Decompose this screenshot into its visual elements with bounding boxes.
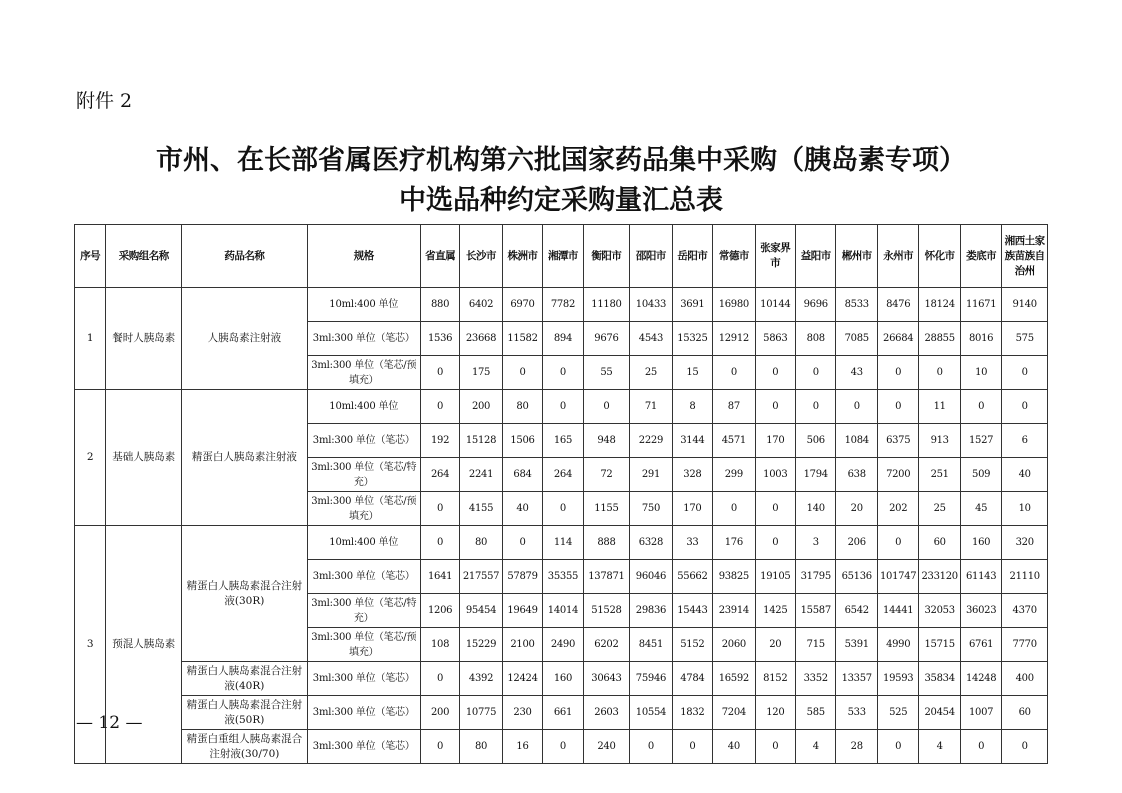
table-body: [75, 288, 1048, 764]
volume-cell: 137871: [583, 560, 630, 594]
volume-cell: 400: [1002, 662, 1048, 696]
volume-cell: 1832: [672, 696, 712, 730]
volume-cell: 55662: [672, 560, 712, 594]
volume-cell: 192: [420, 424, 459, 458]
volume-cell: 200: [420, 696, 459, 730]
volume-cell: 175: [460, 356, 502, 390]
volume-cell: 533: [836, 696, 877, 730]
table-row: [75, 288, 1048, 322]
volume-cell: 93825: [713, 560, 755, 594]
volume-cell: 2100: [502, 628, 542, 662]
volume-cell: 0: [796, 356, 836, 390]
header-region: 郴州市: [836, 225, 877, 288]
volume-cell: 233120: [919, 560, 960, 594]
volume-cell: 2490: [543, 628, 583, 662]
volume-cell: 31795: [796, 560, 836, 594]
volume-cell: 684: [502, 458, 542, 492]
volume-cell: 170: [755, 424, 795, 458]
volume-cell: 15: [672, 356, 712, 390]
volume-cell: 60: [919, 526, 960, 560]
volume-cell: 0: [960, 730, 1001, 764]
volume-cell: 9676: [583, 322, 630, 356]
group-seq: 2: [75, 390, 106, 526]
volume-cell: 251: [919, 458, 960, 492]
header-seq: 序号: [75, 225, 106, 288]
volume-cell: 0: [543, 390, 583, 424]
volume-cell: 1003: [755, 458, 795, 492]
volume-cell: 299: [713, 458, 755, 492]
volume-cell: 0: [543, 730, 583, 764]
header-group: 采购组名称: [106, 225, 182, 288]
volume-cell: 200: [460, 390, 502, 424]
volume-cell: 35355: [543, 560, 583, 594]
group-seq: 1: [75, 288, 106, 390]
volume-cell: 114: [543, 526, 583, 560]
volume-cell: 0: [755, 390, 795, 424]
volume-cell: 0: [877, 730, 918, 764]
volume-cell: 240: [583, 730, 630, 764]
volume-cell: 4990: [877, 628, 918, 662]
volume-cell: 20: [836, 492, 877, 526]
volume-cell: 176: [713, 526, 755, 560]
spec-cell: 3ml:300 单位（笔芯/特充）: [307, 458, 420, 492]
volume-cell: 4392: [460, 662, 502, 696]
volume-cell: 5152: [672, 628, 712, 662]
header-region: 邵阳市: [630, 225, 672, 288]
volume-cell: 21110: [1002, 560, 1048, 594]
volume-cell: 202: [877, 492, 918, 526]
volume-cell: 0: [502, 526, 542, 560]
table-row: [75, 662, 1048, 696]
volume-cell: 40: [713, 730, 755, 764]
volume-cell: 14014: [543, 594, 583, 628]
volume-cell: 888: [583, 526, 630, 560]
volume-cell: 11: [919, 390, 960, 424]
volume-cell: 40: [1002, 458, 1048, 492]
volume-cell: 10775: [460, 696, 502, 730]
group-name: 基础人胰岛素: [106, 390, 182, 526]
volume-cell: 0: [836, 390, 877, 424]
volume-cell: 8: [672, 390, 712, 424]
volume-cell: 217557: [460, 560, 502, 594]
volume-cell: 35834: [919, 662, 960, 696]
volume-cell: 291: [630, 458, 672, 492]
volume-cell: 55: [583, 356, 630, 390]
group-name: 餐时人胰岛素: [106, 288, 182, 390]
volume-cell: 0: [1002, 730, 1048, 764]
spec-cell: 3ml:300 单位（笔芯）: [307, 662, 420, 696]
volume-cell: 1794: [796, 458, 836, 492]
volume-cell: 1155: [583, 492, 630, 526]
spec-cell: 10ml:400 单位: [307, 390, 420, 424]
volume-cell: 0: [713, 492, 755, 526]
header-region: 衡阳市: [583, 225, 630, 288]
volume-cell: 9140: [1002, 288, 1048, 322]
volume-cell: 8533: [836, 288, 877, 322]
volume-cell: 20454: [919, 696, 960, 730]
volume-cell: 160: [960, 526, 1001, 560]
volume-cell: 0: [919, 356, 960, 390]
volume-cell: 11582: [502, 322, 542, 356]
volume-cell: 10144: [755, 288, 795, 322]
volume-cell: 1425: [755, 594, 795, 628]
volume-cell: 0: [420, 390, 459, 424]
volume-cell: 13357: [836, 662, 877, 696]
volume-cell: 6375: [877, 424, 918, 458]
volume-cell: 0: [960, 390, 1001, 424]
volume-cell: 15443: [672, 594, 712, 628]
volume-cell: 32053: [919, 594, 960, 628]
volume-cell: 913: [919, 424, 960, 458]
volume-cell: 638: [836, 458, 877, 492]
volume-cell: 0: [877, 356, 918, 390]
volume-cell: 0: [1002, 356, 1048, 390]
volume-cell: 0: [420, 526, 459, 560]
drug-name: 精蛋白人胰岛素混合注射液(30R): [182, 526, 307, 662]
volume-cell: 0: [877, 526, 918, 560]
volume-cell: 4543: [630, 322, 672, 356]
volume-cell: 60: [1002, 696, 1048, 730]
volume-cell: 80: [460, 526, 502, 560]
volume-cell: 0: [420, 356, 459, 390]
volume-cell: 95454: [460, 594, 502, 628]
spec-cell: 3ml:300 单位（笔芯）: [307, 696, 420, 730]
spec-cell: 3ml:300 单位（笔芯）: [307, 560, 420, 594]
volume-cell: 1206: [420, 594, 459, 628]
volume-cell: 6402: [460, 288, 502, 322]
volume-cell: 40: [502, 492, 542, 526]
header-region: 省直属: [420, 225, 459, 288]
header-region: 娄底市: [960, 225, 1001, 288]
volume-cell: 206: [836, 526, 877, 560]
volume-cell: 16: [502, 730, 542, 764]
volume-cell: 15325: [672, 322, 712, 356]
volume-cell: 575: [1002, 322, 1048, 356]
table-row: [75, 390, 1048, 424]
volume-cell: 3352: [796, 662, 836, 696]
volume-cell: 0: [1002, 390, 1048, 424]
procurement-volume-table: [74, 224, 1048, 764]
volume-cell: 3691: [672, 288, 712, 322]
volume-cell: 45: [960, 492, 1001, 526]
volume-cell: 19593: [877, 662, 918, 696]
volume-cell: 12912: [713, 322, 755, 356]
volume-cell: 6: [1002, 424, 1048, 458]
volume-cell: 26684: [877, 322, 918, 356]
volume-cell: 0: [672, 730, 712, 764]
volume-cell: 11180: [583, 288, 630, 322]
table-row: [75, 730, 1048, 764]
volume-cell: 506: [796, 424, 836, 458]
volume-cell: 0: [583, 390, 630, 424]
volume-cell: 1527: [960, 424, 1001, 458]
volume-cell: 0: [420, 662, 459, 696]
volume-cell: 96046: [630, 560, 672, 594]
volume-cell: 72: [583, 458, 630, 492]
spec-cell: 3ml:300 单位（笔芯/预填充）: [307, 628, 420, 662]
table-row: [75, 696, 1048, 730]
volume-cell: 10: [1002, 492, 1048, 526]
volume-cell: 16592: [713, 662, 755, 696]
volume-cell: 28: [836, 730, 877, 764]
volume-cell: 36023: [960, 594, 1001, 628]
volume-cell: 15229: [460, 628, 502, 662]
volume-cell: 0: [755, 730, 795, 764]
volume-cell: 18124: [919, 288, 960, 322]
attachment-label: 附件 2: [76, 90, 133, 112]
volume-cell: 880: [420, 288, 459, 322]
volume-cell: 57879: [502, 560, 542, 594]
volume-cell: 948: [583, 424, 630, 458]
volume-cell: 509: [960, 458, 1001, 492]
volume-cell: 120: [755, 696, 795, 730]
volume-cell: 0: [420, 730, 459, 764]
drug-name: 精蛋白人胰岛素注射液: [182, 390, 307, 526]
volume-cell: 1506: [502, 424, 542, 458]
volume-cell: 2241: [460, 458, 502, 492]
drug-name: 精蛋白人胰岛素混合注射液(50R): [182, 696, 307, 730]
volume-cell: 101747: [877, 560, 918, 594]
volume-cell: 0: [502, 356, 542, 390]
volume-cell: 140: [796, 492, 836, 526]
volume-cell: 2603: [583, 696, 630, 730]
volume-cell: 7782: [543, 288, 583, 322]
volume-cell: 2229: [630, 424, 672, 458]
volume-cell: 4571: [713, 424, 755, 458]
volume-cell: 7204: [713, 696, 755, 730]
volume-cell: 11671: [960, 288, 1001, 322]
volume-cell: 264: [420, 458, 459, 492]
volume-cell: 10: [960, 356, 1001, 390]
volume-cell: 14248: [960, 662, 1001, 696]
volume-cell: 7085: [836, 322, 877, 356]
volume-cell: 0: [796, 390, 836, 424]
header-region: 常德市: [713, 225, 755, 288]
volume-cell: 5391: [836, 628, 877, 662]
volume-cell: 4155: [460, 492, 502, 526]
group-seq: 3: [75, 526, 106, 764]
volume-cell: 1536: [420, 322, 459, 356]
volume-cell: 0: [630, 730, 672, 764]
volume-cell: 15587: [796, 594, 836, 628]
volume-cell: 4: [919, 730, 960, 764]
volume-cell: 170: [672, 492, 712, 526]
volume-cell: 108: [420, 628, 459, 662]
volume-cell: 15128: [460, 424, 502, 458]
volume-cell: 80: [502, 390, 542, 424]
volume-cell: 2060: [713, 628, 755, 662]
volume-cell: 12424: [502, 662, 542, 696]
volume-cell: 20: [755, 628, 795, 662]
volume-cell: 160: [543, 662, 583, 696]
spec-cell: 3ml:300 单位（笔芯/特充）: [307, 594, 420, 628]
volume-cell: 4784: [672, 662, 712, 696]
volume-cell: 715: [796, 628, 836, 662]
header-region: 湘西土家族苗族自治州: [1002, 225, 1048, 288]
volume-cell: 3: [796, 526, 836, 560]
volume-cell: 29836: [630, 594, 672, 628]
header-region: 永州市: [877, 225, 918, 288]
volume-cell: 8451: [630, 628, 672, 662]
volume-cell: 71: [630, 390, 672, 424]
volume-cell: 3144: [672, 424, 712, 458]
volume-cell: 87: [713, 390, 755, 424]
volume-cell: 585: [796, 696, 836, 730]
volume-cell: 10554: [630, 696, 672, 730]
spec-cell: 3ml:300 单位（笔芯）: [307, 730, 420, 764]
volume-cell: 19105: [755, 560, 795, 594]
header-region: 湘潭市: [543, 225, 583, 288]
document-title-line-1: 市州、在长部省属医疗机构第六批国家药品集中采购（胰岛素专项）: [156, 145, 966, 176]
volume-cell: 43: [836, 356, 877, 390]
volume-cell: 6761: [960, 628, 1001, 662]
spec-cell: 10ml:400 单位: [307, 526, 420, 560]
volume-cell: 0: [713, 356, 755, 390]
volume-cell: 8152: [755, 662, 795, 696]
volume-cell: 4: [796, 730, 836, 764]
header-region: 怀化市: [919, 225, 960, 288]
volume-cell: 15715: [919, 628, 960, 662]
volume-cell: 23914: [713, 594, 755, 628]
volume-cell: 0: [543, 492, 583, 526]
volume-cell: 6202: [583, 628, 630, 662]
drug-name: 精蛋白重组人胰岛素混合注射液(30/70): [182, 730, 307, 764]
header-region: 张家界市: [755, 225, 795, 288]
volume-cell: 808: [796, 322, 836, 356]
page-number: — 12 —: [76, 713, 143, 733]
volume-cell: 1007: [960, 696, 1001, 730]
volume-cell: 23668: [460, 322, 502, 356]
volume-cell: 894: [543, 322, 583, 356]
volume-cell: 0: [755, 356, 795, 390]
spec-cell: 3ml:300 单位（笔芯/预填充）: [307, 492, 420, 526]
volume-cell: 0: [543, 356, 583, 390]
volume-cell: 0: [420, 492, 459, 526]
volume-cell: 230: [502, 696, 542, 730]
header-region: 长沙市: [460, 225, 502, 288]
volume-cell: 320: [1002, 526, 1048, 560]
volume-cell: 75946: [630, 662, 672, 696]
volume-cell: 750: [630, 492, 672, 526]
header-region: 株洲市: [502, 225, 542, 288]
volume-cell: 6970: [502, 288, 542, 322]
volume-cell: 0: [755, 526, 795, 560]
volume-cell: 0: [755, 492, 795, 526]
volume-cell: 7770: [1002, 628, 1048, 662]
spec-cell: 3ml:300 单位（笔芯/预填充）: [307, 356, 420, 390]
volume-cell: 51528: [583, 594, 630, 628]
volume-cell: 61143: [960, 560, 1001, 594]
volume-cell: 165: [543, 424, 583, 458]
document-title-line-2: 中选品种约定采购量汇总表: [399, 185, 723, 216]
drug-name: 精蛋白人胰岛素混合注射液(40R): [182, 662, 307, 696]
volume-cell: 65136: [836, 560, 877, 594]
volume-cell: 328: [672, 458, 712, 492]
volume-cell: 10433: [630, 288, 672, 322]
volume-cell: 661: [543, 696, 583, 730]
volume-cell: 16980: [713, 288, 755, 322]
volume-cell: 7200: [877, 458, 918, 492]
volume-cell: 28855: [919, 322, 960, 356]
volume-cell: 80: [460, 730, 502, 764]
volume-cell: 525: [877, 696, 918, 730]
volume-cell: 0: [877, 390, 918, 424]
volume-cell: 6542: [836, 594, 877, 628]
volume-cell: 1641: [420, 560, 459, 594]
volume-cell: 6328: [630, 526, 672, 560]
volume-cell: 9696: [796, 288, 836, 322]
header-drug: 药品名称: [182, 225, 307, 288]
volume-cell: 8476: [877, 288, 918, 322]
volume-cell: 5863: [755, 322, 795, 356]
spec-cell: 10ml:400 单位: [307, 288, 420, 322]
group-name: 预混人胰岛素: [106, 526, 182, 764]
volume-cell: 8016: [960, 322, 1001, 356]
drug-name: 人胰岛素注射液: [182, 288, 307, 390]
spec-cell: 3ml:300 单位（笔芯）: [307, 424, 420, 458]
header-region: 益阳市: [796, 225, 836, 288]
table-row: [75, 526, 1048, 560]
header-spec: 规格: [307, 225, 420, 288]
spec-cell: 3ml:300 单位（笔芯）: [307, 322, 420, 356]
volume-cell: 25: [630, 356, 672, 390]
volume-cell: 14441: [877, 594, 918, 628]
volume-cell: 1084: [836, 424, 877, 458]
header-row: [75, 225, 1048, 288]
volume-cell: 25: [919, 492, 960, 526]
volume-cell: 30643: [583, 662, 630, 696]
volume-cell: 19649: [502, 594, 542, 628]
volume-cell: 264: [543, 458, 583, 492]
volume-cell: 4370: [1002, 594, 1048, 628]
header-region: 岳阳市: [672, 225, 712, 288]
volume-cell: 33: [672, 526, 712, 560]
